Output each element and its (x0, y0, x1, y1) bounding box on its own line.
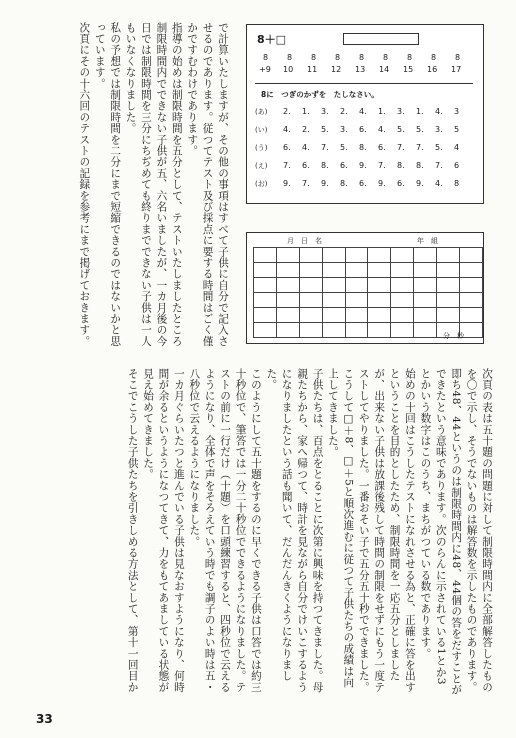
row-value: 1. (302, 107, 310, 116)
row-value: 7. (283, 161, 291, 170)
addend-cell: 8 (407, 53, 413, 62)
row-value: 3. (340, 125, 348, 134)
grid-cell (368, 263, 391, 278)
row-value: 2. (302, 125, 310, 134)
grid-cell (345, 278, 368, 293)
row-label: (え) (255, 162, 268, 170)
grid-footer: 分 秒 (443, 332, 464, 340)
grid-cell (460, 293, 483, 308)
grid-cell (345, 263, 368, 278)
row-value: 2. (283, 107, 291, 116)
row-value: 4. (435, 107, 443, 116)
addend-cell: 8 (335, 53, 341, 62)
grid-cell (322, 248, 345, 263)
grid-cell (322, 278, 345, 293)
row-value: 4 (454, 143, 460, 152)
addend-cell: 8 (383, 53, 389, 62)
grid-cell (391, 323, 414, 338)
grid-cell (322, 263, 345, 278)
row-value: 6. (359, 125, 367, 134)
grid-cell (322, 293, 345, 308)
grid-cell (276, 323, 299, 338)
grid-row (254, 278, 483, 293)
row-value: 5. (416, 125, 424, 134)
row-value: 4. (359, 107, 367, 116)
grid-cell (368, 278, 391, 293)
row-value: 6. (283, 143, 291, 152)
grid-cell (322, 308, 345, 323)
sum-cell: 11 (307, 65, 318, 74)
row-label: (う) (255, 144, 268, 152)
page-number: 33 (36, 712, 53, 726)
grid-cell (460, 248, 483, 263)
grid-cell (254, 293, 277, 308)
grid-header-right: 年 組 (417, 237, 438, 245)
row-value: 8. (359, 143, 367, 152)
row-value: 6 (454, 161, 460, 170)
grid-cell (391, 308, 414, 323)
sum-cell: 15 (403, 65, 414, 74)
grid-cell (414, 293, 437, 308)
grid-cell (276, 293, 299, 308)
grid-cell (391, 278, 414, 293)
worksheet-figure (246, 24, 484, 204)
row-value: 8. (416, 161, 424, 170)
record-grid (253, 247, 483, 338)
grid-cell (254, 263, 277, 278)
row-value: 5. (397, 125, 405, 134)
grid-cell (368, 323, 391, 338)
addend-cell: 8 (311, 53, 317, 62)
row-value: 2. (340, 107, 348, 116)
grid-cell (299, 263, 322, 278)
addend-cell: 8 (455, 53, 461, 62)
sum-cell: 12 (331, 65, 342, 74)
sum-cell: +9 (259, 65, 271, 74)
row-value: 4. (378, 125, 386, 134)
sum-cell: 14 (379, 65, 390, 74)
row-value: 5. (321, 125, 329, 134)
row-value: 7. (435, 161, 443, 170)
grid-cell (345, 308, 368, 323)
grid-cell (345, 293, 368, 308)
row-value: 7. (302, 179, 310, 188)
addend-cell: 8 (359, 53, 365, 62)
grid-cell (299, 293, 322, 308)
grid-cell (276, 263, 299, 278)
row-value: 3. (435, 125, 443, 134)
sum-cell: 16 (427, 65, 438, 74)
row-value: 5. (340, 143, 348, 152)
worksheet-header: 8＋□ (257, 33, 287, 46)
grid-cell (299, 308, 322, 323)
grid-cell (322, 323, 345, 338)
addend-cell: 8 (263, 53, 269, 62)
grid-row (254, 263, 483, 278)
grid-cell (437, 293, 460, 308)
grid-cell (460, 278, 483, 293)
grid-cell (414, 308, 437, 323)
grid-cell (345, 248, 368, 263)
grid-cell (391, 263, 414, 278)
grid-row (254, 308, 483, 323)
row-value: 3 (454, 107, 460, 116)
row-label: (お) (255, 180, 268, 188)
row-value: 8 (454, 179, 460, 188)
grid-cell (368, 293, 391, 308)
grid-cell (414, 323, 437, 338)
grid-cell (437, 278, 460, 293)
grid-cell (460, 308, 483, 323)
row-value: 7. (321, 143, 329, 152)
row-value: 7. (416, 143, 424, 152)
grid-cell (368, 308, 391, 323)
grid-row (254, 293, 483, 308)
row-value: 5 (454, 125, 460, 134)
grid-cell (276, 248, 299, 263)
lower-text-column: 次頁の表は五十題の問題に対して制限時間内に全部解答したものを〇で示し、そうでないものは解答数を示したものであります。即ち48、44というのは制限時間内に48、44個の答をだすことができたという意味であります。次のらんに示されている1とか3とかいう数字はこのうち、まちがつている数であります。 始めの十回はこうしたテストになれさせる為と、正確に答を出すということを目的としたため、制限時間を一応五分としましたが、出来ない子供は放課後残して時間の制限をせずにもう一度テストしてやりました。一番おそい子で五分五十秒でできました。 こうして□＋8、□＋5と順次進むに従つて子供たちの成績は向上してきました。 子供たちは、百点をとることに次第に興味を持つてきました。母親たちから、家へ帰つて、時計を見ながら自分でけいこするようになりましたという話も聞いて、だんだんきくようになりました。 このようにして五十題をするのに早くできる子供は口答では約三十秒位で、筆答では一分二十秒位でできるようになりました。テストの前に一行だけ（十題）を口頭練習すると、四秒位で云えるようになり、全体で声をそろえていう時でも調子のよい時は五・八秒位で云えるようになりました。 一カ月ぐらいたつと進んでいる子供は見なおすようになり、何時間が余るというようになつてきて、力をもてあましている状態が見え始めてきました。 そこでこうした子供たちを引きしめる方法として、第十一回目か (126, 368, 493, 696)
grid-cell (254, 323, 277, 338)
sum-cell: 10 (283, 65, 294, 74)
row-value: 6. (340, 161, 348, 170)
row-value: 8. (340, 179, 348, 188)
row-value: 9. (378, 179, 386, 188)
row-value: 6. (359, 179, 367, 188)
grid-cell (254, 248, 277, 263)
row-value: 9. (359, 161, 367, 170)
grid-cell (437, 263, 460, 278)
divider (255, 83, 473, 84)
grid-cell (299, 248, 322, 263)
row-value: 9. (283, 179, 291, 188)
grid-cell (437, 308, 460, 323)
row-value: 9. (416, 179, 424, 188)
grid-cell (276, 308, 299, 323)
grid-cell (345, 323, 368, 338)
row-value: 6. (397, 179, 405, 188)
row-value: 8. (397, 161, 405, 170)
grid-cell (414, 278, 437, 293)
grid-cell (437, 248, 460, 263)
addend-cell: 8 (431, 53, 437, 62)
row-value: 4. (302, 143, 310, 152)
row-value: 7. (378, 161, 386, 170)
sum-cell: 17 (451, 65, 462, 74)
upper-text-column: で計算いたしますが、その他の事項はすべて子供に自分で記入させるのであります。従つてテスト及び採点に要する時間はごく僅かですむわけであります。 指導の始めは制限時間を五分として、テストいたしましたところ制限時間内でできない子供が五、六名いましたが、一カ月後の今日では制限時間を三分にちぢめても終りまでできない子供は一人もいなくなりました。 私の予想では制限時間を二分にまで短縮できるのではないかと思っています。 次頁にその十六回のテストの記録を参考にまで掲げておきます。 (78, 22, 229, 347)
grid-row (254, 248, 483, 263)
grid-cell (391, 293, 414, 308)
grid-cell (368, 248, 391, 263)
row-value: 4. (283, 125, 291, 134)
grid-cell (299, 323, 322, 338)
row-label: (い) (255, 126, 268, 134)
grid-cell (254, 278, 277, 293)
row-value: 6. (378, 143, 386, 152)
grid-cell (391, 248, 414, 263)
addend-cell: 8 (287, 53, 293, 62)
grid-cell (460, 263, 483, 278)
grid-cell (414, 263, 437, 278)
grid-cell (414, 248, 437, 263)
row-value: 3. (321, 107, 329, 116)
row-value: 3. (397, 107, 405, 116)
row-value: 6. (302, 161, 310, 170)
record-grid-figure (246, 232, 484, 344)
row-value: 9. (321, 179, 329, 188)
grid-cell (276, 278, 299, 293)
row-value: 8. (321, 161, 329, 170)
row-value: 7. (397, 143, 405, 152)
name-box (343, 33, 419, 45)
row-value: 1. (416, 107, 424, 116)
worksheet-instruction: 8に つぎのかずを たしなさい。 (261, 90, 379, 99)
sum-cell: 13 (355, 65, 366, 74)
grid-header-left: 月 日 名 (287, 237, 322, 245)
grid-cell (299, 278, 322, 293)
row-value: 4. (435, 179, 443, 188)
row-label: (あ) (255, 108, 268, 116)
row-value: 5. (435, 143, 443, 152)
grid-cell (254, 308, 277, 323)
row-value: 1. (378, 107, 386, 116)
